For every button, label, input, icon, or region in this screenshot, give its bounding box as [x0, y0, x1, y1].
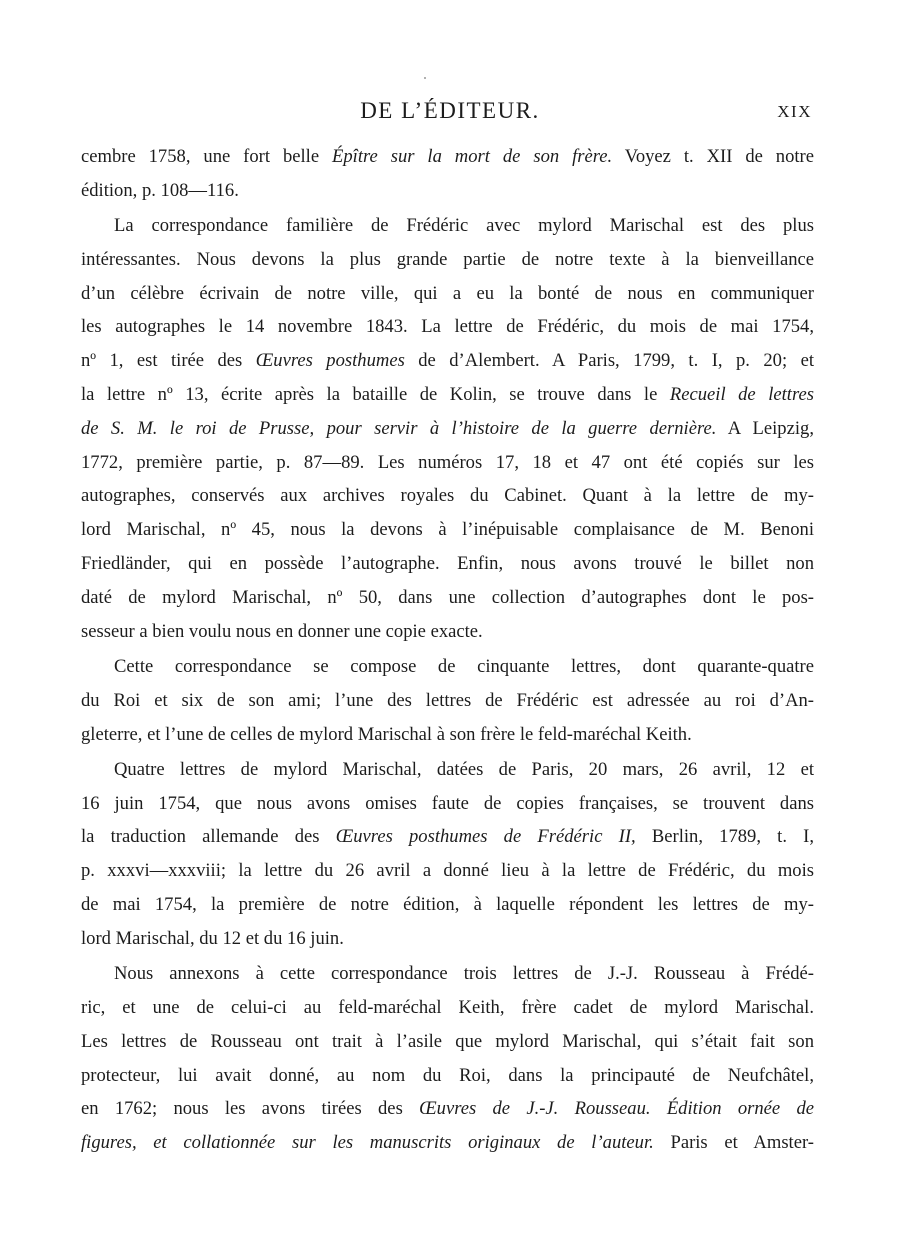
text-line	[81, 209, 814, 243]
running-head	[0, 98, 900, 132]
text-run: autographes, conservés aux archives royales du Cabinet. Quant à la lettre de my-	[81, 485, 814, 507]
text-run: A Leipzig,	[716, 417, 814, 439]
text-run: du Roi et six de son ami; l’une des lettres de Frédéric est adressée au roi d’An-	[81, 689, 814, 711]
text-run: nº 1, est tirée des	[81, 350, 256, 372]
text-line	[81, 1092, 814, 1126]
text-line	[81, 615, 814, 649]
text-line	[81, 547, 814, 581]
italic-text: de S. M. le roi de Prusse, pour servir à l’histoire de la guerre dernière.	[81, 417, 717, 439]
text-line	[81, 1059, 814, 1093]
text-line	[81, 787, 814, 821]
text-line	[81, 820, 814, 854]
text-run: 1772, première partie, p. 87—89. Les numéros 17, 18 et 47 ont été copiés sur les	[81, 451, 814, 473]
text-run: p. xxxvi—xxxviii; la lettre du 26 avril a donné lieu à la lettre de Frédéric, du mois	[81, 860, 814, 882]
paragraph	[81, 650, 814, 751]
text-run: Berlin, 1789, t. I,	[635, 826, 814, 848]
text-line	[81, 1126, 814, 1160]
page-number: XIX	[777, 102, 812, 121]
text-line	[81, 378, 814, 412]
text-line	[81, 922, 814, 956]
text-line	[81, 479, 814, 513]
text-run: gleterre, et l’une de celles de mylord Marischal à son frère le feld-maréchal Keith.	[81, 723, 692, 745]
text-line	[81, 412, 814, 446]
text-line	[81, 1025, 814, 1059]
italic-text: figures, et collationnée sur les manuscrits originaux de l’auteur.	[81, 1132, 654, 1154]
italic-text: Œuvres posthumes de Frédéric II,	[335, 826, 636, 848]
text-run: édition, p. 108—116.	[81, 179, 239, 201]
text-run: ric, et une de celui-ci au feld-maréchal Keith, frère cadet de mylord Marischal.	[81, 996, 814, 1018]
text-run: d’un célèbre écrivain de notre ville, qui a eu la bonté de nous en communiquer	[81, 282, 814, 304]
page-title: DE L’ÉDITEUR.	[360, 98, 540, 123]
text-line	[81, 513, 814, 547]
text-line	[81, 140, 814, 174]
text-line	[81, 684, 814, 718]
text-line	[81, 650, 814, 684]
text-run: Nous annexons à cette correspondance trois lettres de J.-J. Rousseau à Frédé-	[114, 963, 814, 985]
italic-text: Œuvres de J.-J. Rousseau. Édition ornée de	[419, 1098, 815, 1120]
text-run: Les lettres de Rousseau ont trait à l’asile que mylord Marischal, qui s’était fait son	[81, 1030, 814, 1052]
text-line	[81, 344, 814, 378]
text-line	[81, 277, 814, 311]
text-line	[81, 718, 814, 752]
italic-text: Recueil de lettres	[669, 384, 814, 406]
text-run: sesseur a bien voulu nous en donner une copie exacte.	[81, 620, 483, 642]
text-run: daté de mylord Marischal, nº 50, dans une collection d’autographes dont le pos-	[81, 586, 814, 608]
text-run: Quatre lettres de mylord Marischal, datées de Paris, 20 mars, 26 avril, 12 et	[114, 758, 814, 780]
text-run: Paris et Amster-	[653, 1132, 814, 1154]
italic-text: Épître sur la mort de son frère.	[332, 146, 613, 167]
paragraph	[81, 753, 814, 956]
text-line	[81, 957, 814, 991]
text-line	[81, 243, 814, 277]
italic-text: Œuvres posthumes	[255, 350, 405, 372]
text-run: lord Marischal, nº 45, nous la devons à l’inépuisable complaisance de M. Benoni	[81, 519, 814, 541]
body-text	[81, 140, 814, 1161]
text-run: Voyez t. XII de notre	[612, 146, 815, 167]
text-line	[81, 753, 814, 787]
text-run: 16 juin 1754, que nous avons omises faute de copies françaises, se trouvent dans	[81, 792, 814, 814]
paragraph	[81, 140, 814, 208]
text-line	[81, 854, 814, 888]
text-line	[81, 991, 814, 1025]
text-run: intéressantes. Nous devons la plus grande partie de notre texte à la bienveillance	[81, 248, 814, 270]
text-run: Friedländer, qui en possède l’autographe. Enfin, nous avons trouvé le billet non	[81, 553, 814, 575]
text-run: de d’Alembert. A Paris, 1799, t. I, p. 20; et	[404, 350, 814, 372]
text-run: cembre 1758, une fort belle	[81, 146, 333, 167]
text-line	[81, 310, 814, 344]
text-run: les autographes le 14 novembre 1843. La lettre de Frédéric, du mois de mai 1754,	[81, 316, 814, 338]
paragraph	[81, 957, 814, 1160]
text-run: de mai 1754, la première de notre édition, à laquelle répondent les lettres de my-	[81, 894, 814, 916]
text-run: la lettre nº 13, écrite après la bataille de Kolin, se trouve dans le	[81, 384, 670, 406]
text-run: en 1762; nous les avons tirées des	[81, 1098, 420, 1120]
text-run: lord Marischal, du 12 et du 16 juin.	[81, 927, 344, 949]
text-run: Cette correspondance se compose de cinquante lettres, dont quarante-quatre	[114, 655, 814, 677]
paragraph	[81, 209, 814, 648]
text-run: protecteur, lui avait donné, au nom du Roi, dans la principauté de Neufchâtel,	[81, 1064, 814, 1086]
text-line	[81, 174, 814, 208]
text-run: la traduction allemande des	[81, 826, 336, 848]
paper-speck	[424, 77, 426, 79]
text-run: La correspondance familière de Frédéric avec mylord Marischal est des plus	[114, 215, 814, 237]
text-line	[81, 888, 814, 922]
text-line	[81, 581, 814, 615]
text-line	[81, 446, 814, 480]
